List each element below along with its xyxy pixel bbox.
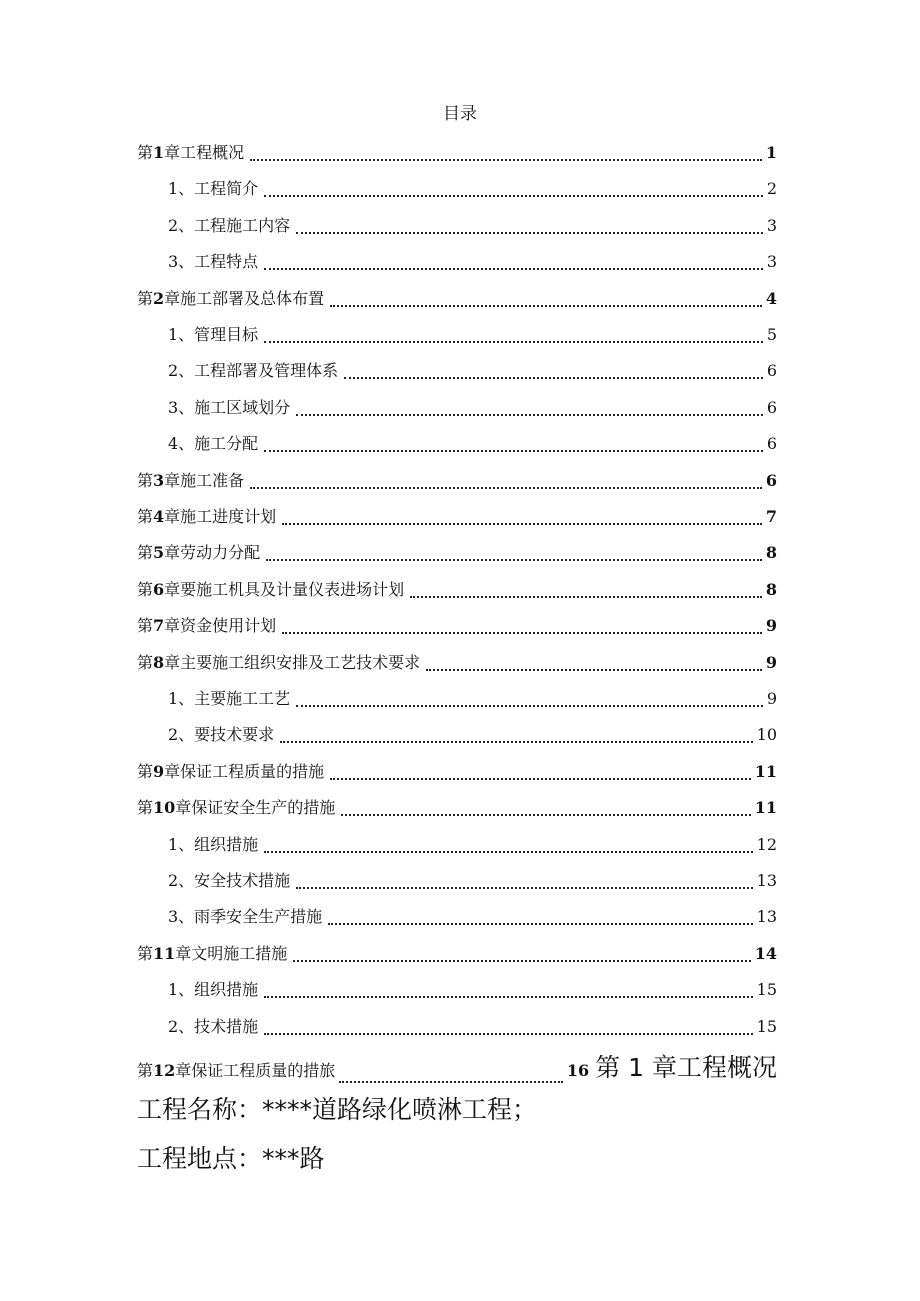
toc-entry-section[interactable]	[168, 395, 777, 421]
project-name-line: 工程名称：****道路绿化喷淋工程；	[137, 1095, 538, 1124]
toc-leader-dots	[266, 559, 762, 561]
toc-leader-dots	[264, 195, 763, 197]
toc-entry-label: 2、安全技术措施	[168, 871, 291, 890]
toc-entry-label: 第12章保证工程质量的措旅	[137, 1061, 336, 1080]
toc-leader-dots	[339, 1081, 563, 1083]
toc-entry-section[interactable]	[168, 431, 777, 457]
toc-entry-chapter-12[interactable]	[137, 1048, 777, 1088]
toc-entry-chapter[interactable]	[137, 759, 777, 785]
toc-page-number: 12	[756, 835, 777, 854]
toc-page-number: 3	[766, 216, 777, 235]
toc-page-number: 15	[756, 980, 777, 999]
toc-entry-section[interactable]	[168, 322, 777, 348]
toc-leader-dots	[264, 341, 763, 343]
toc-leader-dots	[280, 741, 752, 743]
toc-entry-section[interactable]	[168, 904, 777, 930]
toc-entry-label: 第1章工程概况	[137, 143, 245, 162]
toc-entry-chapter[interactable]	[137, 650, 777, 676]
toc-page-number: 9	[765, 653, 777, 672]
toc-leader-dots	[250, 487, 762, 489]
toc-leader-dots	[296, 887, 752, 889]
toc-leader-dots	[330, 305, 762, 307]
toc-page-number: 11	[754, 798, 777, 817]
toc-page-number: 14	[754, 944, 777, 963]
toc-leader-dots	[264, 268, 763, 270]
toc-page-number: 7	[765, 507, 777, 526]
toc-leader-dots	[282, 632, 762, 634]
toc-entry-section[interactable]	[168, 358, 777, 384]
toc-entry-chapter[interactable]	[137, 504, 777, 530]
toc-page-number: 16	[566, 1061, 590, 1080]
toc-entry-label: 2、工程施工内容	[168, 216, 291, 235]
toc-page-number: 9	[765, 616, 777, 635]
toc-leader-dots	[426, 669, 762, 671]
toc-entry-label: 第5章劳动力分配	[137, 543, 261, 562]
toc-entry-chapter[interactable]	[137, 540, 777, 566]
toc-entry-chapter[interactable]	[137, 286, 777, 312]
toc-page-number: 3	[766, 252, 777, 271]
toc-entry-section[interactable]	[168, 249, 777, 275]
toc-leader-dots	[264, 1033, 752, 1035]
chapter-heading: 第 1 章工程概况	[595, 1053, 777, 1082]
toc-leader-dots	[282, 523, 762, 525]
toc-entry-section[interactable]	[168, 176, 777, 202]
toc-page-number: 9	[766, 689, 777, 708]
toc-entry-section[interactable]	[168, 832, 777, 858]
toc-entry-label: 1、组织措施	[168, 835, 259, 854]
toc-entry-label: 第9章保证工程质量的措施	[137, 762, 325, 781]
toc-title: 目录	[443, 104, 477, 124]
toc-entry-chapter[interactable]	[137, 140, 777, 166]
toc-entry-section[interactable]	[168, 977, 777, 1003]
toc-leader-dots	[330, 778, 751, 780]
toc-entry-chapter[interactable]	[137, 468, 777, 494]
toc-entry-section[interactable]	[168, 868, 777, 894]
toc-entry-chapter[interactable]	[137, 941, 777, 967]
toc-entry-label: 第7章资金使用计划	[137, 616, 277, 635]
toc-leader-dots	[296, 232, 763, 234]
toc-leader-dots	[264, 996, 752, 998]
toc-page-number: 11	[754, 762, 777, 781]
toc-page-number: 8	[765, 580, 777, 599]
toc-page-number: 4	[765, 289, 777, 308]
toc-page-number: 6	[766, 361, 777, 380]
toc-entry-section[interactable]	[168, 213, 777, 239]
toc-entry-chapter[interactable]	[137, 613, 777, 639]
toc-entry-label: 第2章施工部署及总体布置	[137, 289, 325, 308]
toc-entry-section[interactable]	[168, 722, 777, 748]
toc-page-number: 6	[766, 398, 777, 417]
toc-entry-label: 1、组织措施	[168, 980, 259, 999]
toc-entry-label: 2、工程部署及管理体系	[168, 361, 339, 380]
toc-entry-label: 2、技术措施	[168, 1017, 259, 1036]
toc-entry-section[interactable]	[168, 686, 777, 712]
toc-leader-dots	[264, 450, 763, 452]
toc-entry-label: 1、工程简介	[168, 179, 259, 198]
toc-leader-dots	[341, 814, 750, 816]
toc-entry-label: 第6章要施工机具及计量仪表进场计划	[137, 580, 405, 599]
toc-entry-label: 第10章保证安全生产的措施	[137, 798, 336, 817]
toc-page-number: 6	[765, 471, 777, 490]
toc-entry-label: 第3章施工准备	[137, 471, 245, 490]
toc-page-number: 8	[765, 543, 777, 562]
toc-page-number: 1	[765, 143, 777, 162]
toc-page-number: 6	[766, 434, 777, 453]
toc-leader-dots	[250, 159, 762, 161]
toc-entry-label: 3、施工区域划分	[168, 398, 291, 417]
toc-page-number: 15	[756, 1017, 777, 1036]
toc-page-number: 13	[756, 871, 777, 890]
toc-leader-dots	[264, 851, 752, 853]
toc-entry-label: 3、雨季安全生产措施	[168, 907, 323, 926]
toc-leader-dots	[296, 414, 763, 416]
toc-page-number: 10	[756, 725, 777, 744]
toc-leader-dots	[296, 705, 763, 707]
toc-leader-dots	[410, 596, 762, 598]
toc-entry-section[interactable]	[168, 1014, 777, 1040]
toc-entry-label: 第8章主要施工组织安排及工艺技术要求	[137, 653, 421, 672]
toc-entry-label: 1、主要施工工艺	[168, 689, 291, 708]
toc-page-number: 13	[756, 907, 777, 926]
toc-page-number: 2	[766, 179, 777, 198]
toc-entry-label: 1、管理目标	[168, 325, 259, 344]
toc-entry-chapter[interactable]	[137, 577, 777, 603]
toc-leader-dots	[328, 923, 752, 925]
toc-entry-chapter[interactable]	[137, 795, 777, 821]
toc-leader-dots	[293, 960, 750, 962]
toc-entry-label: 2、要技术要求	[168, 725, 275, 744]
toc-entry-label: 3、工程特点	[168, 252, 259, 271]
toc-page-number: 5	[766, 325, 777, 344]
toc-leader-dots	[344, 377, 763, 379]
toc-entry-label: 第4章施工进度计划	[137, 507, 277, 526]
project-location-line: 工程地点：***路	[137, 1144, 325, 1173]
toc-entry-label: 第11章文明施工措施	[137, 944, 288, 963]
toc-entry-label: 4、施工分配	[168, 434, 259, 453]
